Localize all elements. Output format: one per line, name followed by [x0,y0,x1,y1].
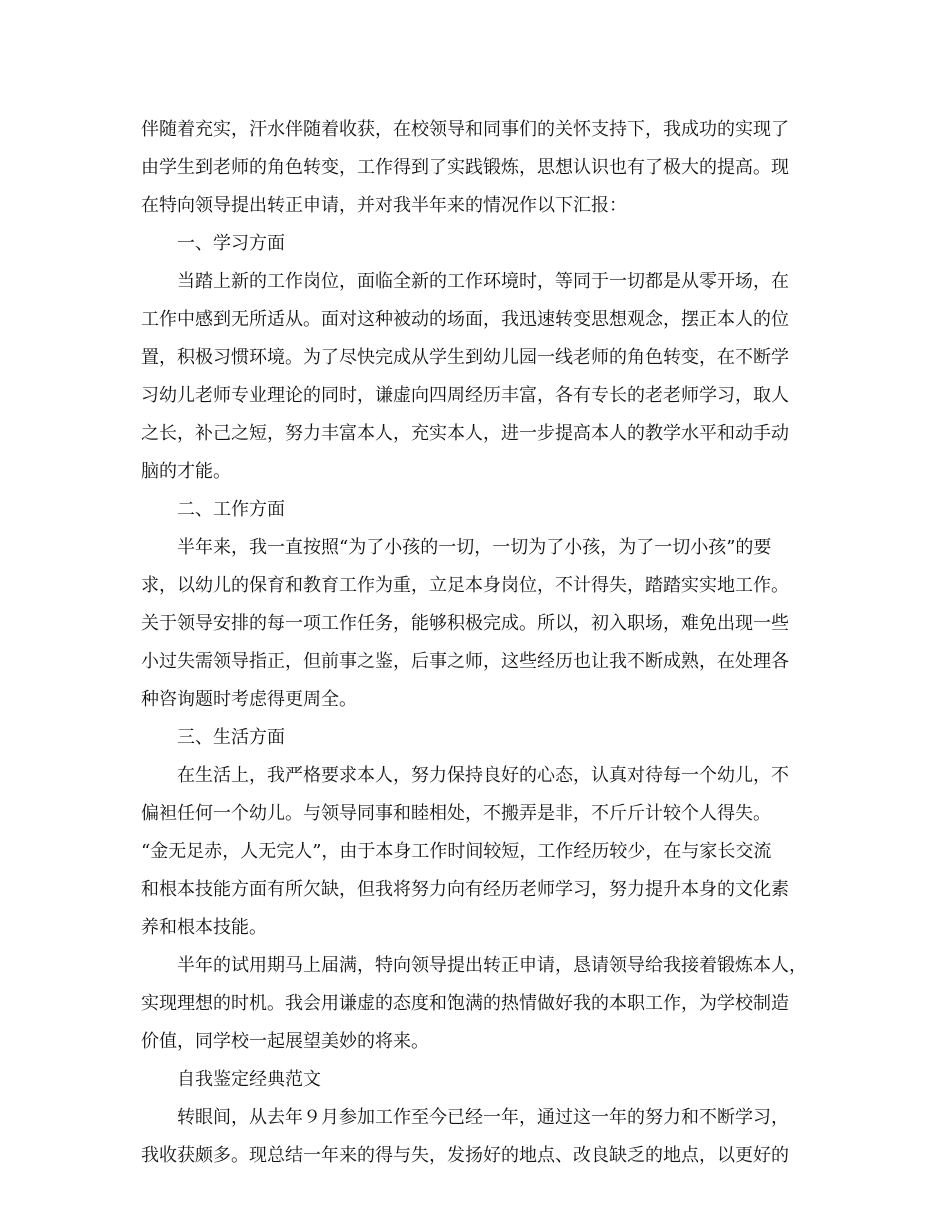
paragraph-line: 价值，同学校一起展望美妙的将来。 [141,1031,429,1052]
paragraph-line: 小过失需领导指正，但前事之鉴，后事之师，这些经历也让我不断成熟，在处理各 [141,651,789,672]
paragraph-line: 我收获颇多。现总结一年来的得与失，发扬好的地点、改良缺乏的地点，以更好的 [141,1145,789,1166]
paragraph-line: 习幼儿老师专业理论的同时，谦虚向四周经历丰富，各有专长的老老师学习，取人 [141,385,789,406]
paragraph-line: 种咨询题时考虑得更周全。 [141,689,357,710]
section-heading-study: 一、学习方面 [177,233,285,254]
paragraph-line: 之长，补己之短，努力丰富本人，充实本人，进一步提高本人的教学水平和动手动 [141,423,789,444]
paragraph-line: 半年的试用期马上届满，特向领导提出转正申请，恳请领导给我接着锻炼本人， [177,955,807,976]
paragraph-line: 实现理想的时机。我会用谦虚的态度和饱满的热情做好我的本职工作，为学校制造 [141,993,789,1014]
paragraph-line: 关于领导安排的每一项工作任务，能够积极完成。所以，初入职场，难免出现一些 [141,613,789,634]
paragraph-line: 偏袒任何一个幼儿。与领导同事和睦相处，不搬弄是非，不斤斤计较个人得失。 [141,803,771,824]
paragraph-line: 伴随着充实，汗水伴随着收获，在校领导和同事们的关怀支持下，我成功的实现了 [141,119,789,140]
paragraph-line: 由学生到老师的角色转变，工作得到了实践锻炼，思想认识也有了极大的提高。现 [141,157,789,178]
paragraph-line: “金无足赤，人无完人”，由于本身工作时间较短，工作经历较少，在与家长交流 [141,841,772,862]
paragraph-line: 脑的才能。 [141,461,231,482]
paragraph-line: 养和根本技能。 [141,917,267,938]
paragraph-line: 当踏上新的工作岗位，面临全新的工作环境时，等同于一切都是从零开场，在 [177,271,789,292]
paragraph-line: 置，积极习惯环境。为了尽快完成从学生到幼儿园一线老师的角色转变，在不断学 [141,347,789,368]
section-heading-life: 三、生活方面 [177,727,285,748]
paragraph-line: 工作中感到无所适从。面对这种被动的场面，我迅速转变思想观念，摆正本人的位 [141,309,789,330]
section-heading-self-appraisal: 自我鉴定经典范文 [177,1069,321,1090]
paragraph-line: 半年来，我一直按照“为了小孩的一切，一切为了小孩，为了一切小孩”的要 [177,537,772,558]
paragraph-line: 和根本技能方面有所欠缺，但我将努力向有经历老师学习，努力提升本身的文化素 [141,879,789,900]
paragraph-line: 转眼间，从去年９月参加工作至今已经一年，通过这一年的努力和不断学习， [177,1107,789,1128]
section-heading-work: 二、工作方面 [177,499,285,520]
paragraph-line: 在特向领导提出转正申请，并对我半年来的情况作以下汇报： [141,195,627,216]
paragraph-line: 求，以幼儿的保育和教育工作为重，立足本身岗位，不计得失，踏踏实实地工作。 [141,575,789,596]
paragraph-line: 在生活上，我严格要求本人，努力保持良好的心态，认真对待每一个幼儿，不 [177,765,789,786]
